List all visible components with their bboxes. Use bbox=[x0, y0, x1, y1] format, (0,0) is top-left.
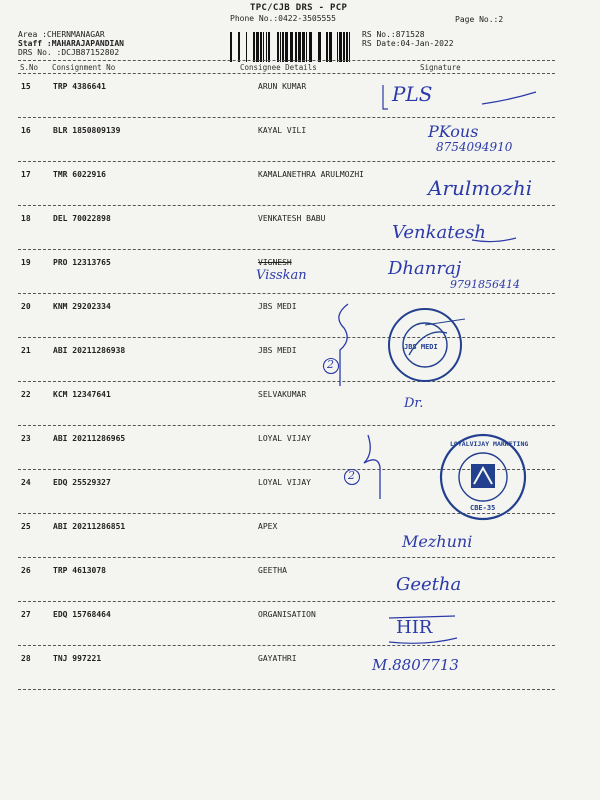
col-header-sno: S.No bbox=[20, 63, 39, 72]
barcode-bar bbox=[298, 32, 301, 62]
row-consignment-no: TRP 4386641 bbox=[53, 82, 106, 91]
barcode-bar bbox=[266, 32, 267, 62]
row-consignee: VIGNESH bbox=[258, 258, 292, 267]
barcode-bar bbox=[339, 32, 342, 62]
row-sno: 26 bbox=[21, 566, 31, 575]
signature-row-19-phone: 9791856414 bbox=[450, 278, 520, 291]
loyalvijay-stamp-code: CBE-35 bbox=[470, 504, 496, 512]
row-sno: 15 bbox=[21, 82, 31, 91]
signature-row-27: HIR bbox=[396, 617, 433, 638]
signature-stroke-18 bbox=[470, 232, 520, 246]
signature-row-26: Geetha bbox=[396, 574, 462, 595]
row-consignment-no: TNJ 997221 bbox=[53, 654, 102, 663]
row-divider bbox=[18, 689, 555, 690]
row-consignee: ARUN KUMAR bbox=[258, 82, 307, 91]
table-row bbox=[18, 566, 558, 586]
area-label: Area : bbox=[18, 30, 47, 39]
staff-label: Staff : bbox=[18, 39, 52, 48]
row-sno: 19 bbox=[21, 258, 31, 267]
row-consignment-no: KCM 12347641 bbox=[53, 390, 111, 399]
row-consignment-no: BLR 1850809139 bbox=[53, 126, 121, 135]
table-row bbox=[18, 610, 558, 630]
row-sno: 27 bbox=[21, 610, 31, 619]
row-consignee: GAYATHRI bbox=[258, 654, 297, 663]
barcode-bar bbox=[285, 32, 288, 62]
row-divider bbox=[18, 425, 555, 426]
col-header-consignee: Consignee Details bbox=[240, 63, 317, 72]
row-divider bbox=[18, 161, 555, 162]
barcode-bar bbox=[253, 32, 255, 62]
signature-row-16-name: PKous bbox=[428, 122, 479, 141]
barcode-bar bbox=[337, 32, 338, 62]
row-consignment-no: DEL 70022898 bbox=[53, 214, 111, 223]
row-sno: 28 bbox=[21, 654, 31, 663]
col-header-consignment: Consignment No bbox=[52, 63, 116, 72]
signature-row-19-sign: Dhanraj bbox=[388, 258, 462, 279]
signature-row-25: Mezhuni bbox=[402, 532, 473, 551]
loyalvijay-stamp-name: LOYALVIJAY MARKETING bbox=[450, 440, 529, 448]
row-divider bbox=[18, 117, 555, 118]
table-row bbox=[18, 302, 558, 322]
row-sno: 17 bbox=[21, 170, 31, 179]
barcode-bar bbox=[318, 32, 321, 62]
row-consignee: LOYAL VIJAY bbox=[258, 478, 311, 487]
barcode-bar bbox=[306, 32, 307, 62]
circled-number-21: 2 bbox=[327, 358, 334, 371]
drs-line bbox=[18, 48, 119, 57]
barcode-bar bbox=[290, 32, 293, 62]
table-row bbox=[18, 390, 558, 410]
barcode-bar bbox=[260, 32, 262, 62]
table-row bbox=[18, 82, 558, 102]
barcode-bar bbox=[309, 32, 312, 62]
barcode-bar bbox=[277, 32, 279, 62]
table-row bbox=[18, 654, 558, 674]
staff-value: MAHARAJAPANDIAN bbox=[51, 39, 124, 48]
barcode-bar bbox=[349, 32, 350, 62]
signature-row-22: Dr. bbox=[404, 396, 424, 411]
column-divider bbox=[18, 73, 555, 74]
row-consignment-no: ABI 20211286965 bbox=[53, 434, 126, 443]
signature-row-16-phone: 8754094910 bbox=[436, 140, 513, 154]
row-sno: 25 bbox=[21, 522, 31, 531]
barcode-bar bbox=[268, 32, 270, 62]
barcode-bar bbox=[280, 32, 281, 62]
barcode-bar bbox=[230, 32, 232, 62]
row-consignment-no: PRO 12313765 bbox=[53, 258, 111, 267]
row-consignee: JBS MEDI bbox=[258, 302, 297, 311]
signature-bracket-15 bbox=[380, 82, 433, 112]
row-consignment-no: TMR 6022916 bbox=[53, 170, 106, 179]
row-consignment-no: KNM 29202334 bbox=[53, 302, 111, 311]
barcode-bar bbox=[302, 32, 305, 62]
barcode-bar bbox=[246, 32, 247, 62]
drs-label: DRS No. : bbox=[18, 48, 62, 57]
row-sno: 20 bbox=[21, 302, 31, 311]
signature-row-17: Arulmozhi bbox=[428, 176, 533, 200]
row-sno: 24 bbox=[21, 478, 31, 487]
header-divider bbox=[18, 60, 555, 61]
barcode-bar bbox=[256, 32, 259, 62]
barcode-bar bbox=[263, 32, 264, 62]
staff-line bbox=[18, 39, 124, 48]
document-title: TPC/CJB DRS - PCP bbox=[250, 3, 348, 13]
row-consignee: LOYAL VIJAY bbox=[258, 434, 311, 443]
row-sno: 21 bbox=[21, 346, 31, 355]
signature-row-15: PLS bbox=[392, 82, 433, 106]
row-divider bbox=[18, 645, 555, 646]
col-header-signature: Signature bbox=[420, 63, 461, 72]
barcode-bar bbox=[343, 32, 345, 62]
area-line bbox=[18, 30, 105, 39]
row-sno: 23 bbox=[21, 434, 31, 443]
row-sno: 16 bbox=[21, 126, 31, 135]
row-consignment-no: EDQ 15768464 bbox=[53, 610, 111, 619]
row-consignee: APEX bbox=[258, 522, 278, 531]
row-consignment-no: ABI 20211286938 bbox=[53, 346, 126, 355]
row-consignee: SELVAKUMAR bbox=[258, 390, 307, 399]
row-divider bbox=[18, 249, 555, 250]
row-consignee: KAMALANETHRA ARULMOZHI bbox=[258, 170, 364, 179]
row-consignee: JBS MEDI bbox=[258, 346, 297, 355]
barcode-bar bbox=[295, 32, 297, 62]
row-divider bbox=[18, 601, 555, 602]
rs-number: RS No.:871528 bbox=[362, 30, 425, 39]
row-divider bbox=[18, 381, 555, 382]
table-row bbox=[18, 346, 558, 366]
area-value: CHERNMANAGAR bbox=[46, 30, 105, 39]
row-sno: 18 bbox=[21, 214, 31, 223]
row-consignment-no: ABI 20211286851 bbox=[53, 522, 126, 531]
signature-scribble-27 bbox=[385, 612, 465, 648]
round-stamp-text: JBS MEDI bbox=[404, 343, 438, 351]
row-divider bbox=[18, 293, 555, 294]
row-divider bbox=[18, 557, 555, 558]
page-number: Page No.:2 bbox=[455, 15, 504, 24]
barcode-bar bbox=[329, 32, 332, 62]
phone-number: Phone No.:0422-3505555 bbox=[230, 14, 336, 23]
row-consignment-no: TRP 4613078 bbox=[53, 566, 106, 575]
barcode-bar bbox=[238, 32, 240, 62]
circled-number-24: 2 bbox=[348, 469, 355, 482]
row-consignment-no: EDQ 25529327 bbox=[53, 478, 111, 487]
barcode-bar bbox=[346, 32, 348, 62]
row-divider bbox=[18, 205, 555, 206]
signature-stroke-15 bbox=[480, 90, 540, 110]
drs-value: DCJB87152802 bbox=[61, 48, 120, 57]
row-consignee: KAYAL VILI bbox=[258, 126, 307, 135]
signature-row-28: M.8807713 bbox=[372, 656, 459, 674]
row-consignee: GEETHA bbox=[258, 566, 287, 575]
barcode-bar bbox=[326, 32, 328, 62]
signature-row-18: Venkatesh bbox=[392, 222, 486, 243]
row-divider bbox=[18, 337, 555, 338]
bracket-mark-23-24 bbox=[360, 433, 390, 503]
table-row bbox=[18, 522, 558, 542]
row-consignee: ORGANISATION bbox=[258, 610, 316, 619]
row-consignee: VENKATESH BABU bbox=[258, 214, 326, 223]
barcode bbox=[230, 32, 352, 62]
rs-date: RS Date:04-Jan-2022 bbox=[362, 39, 454, 48]
row-sno: 22 bbox=[21, 390, 31, 399]
signature-row-19-receiver: Visskan bbox=[256, 268, 307, 283]
barcode-bar bbox=[282, 32, 284, 62]
